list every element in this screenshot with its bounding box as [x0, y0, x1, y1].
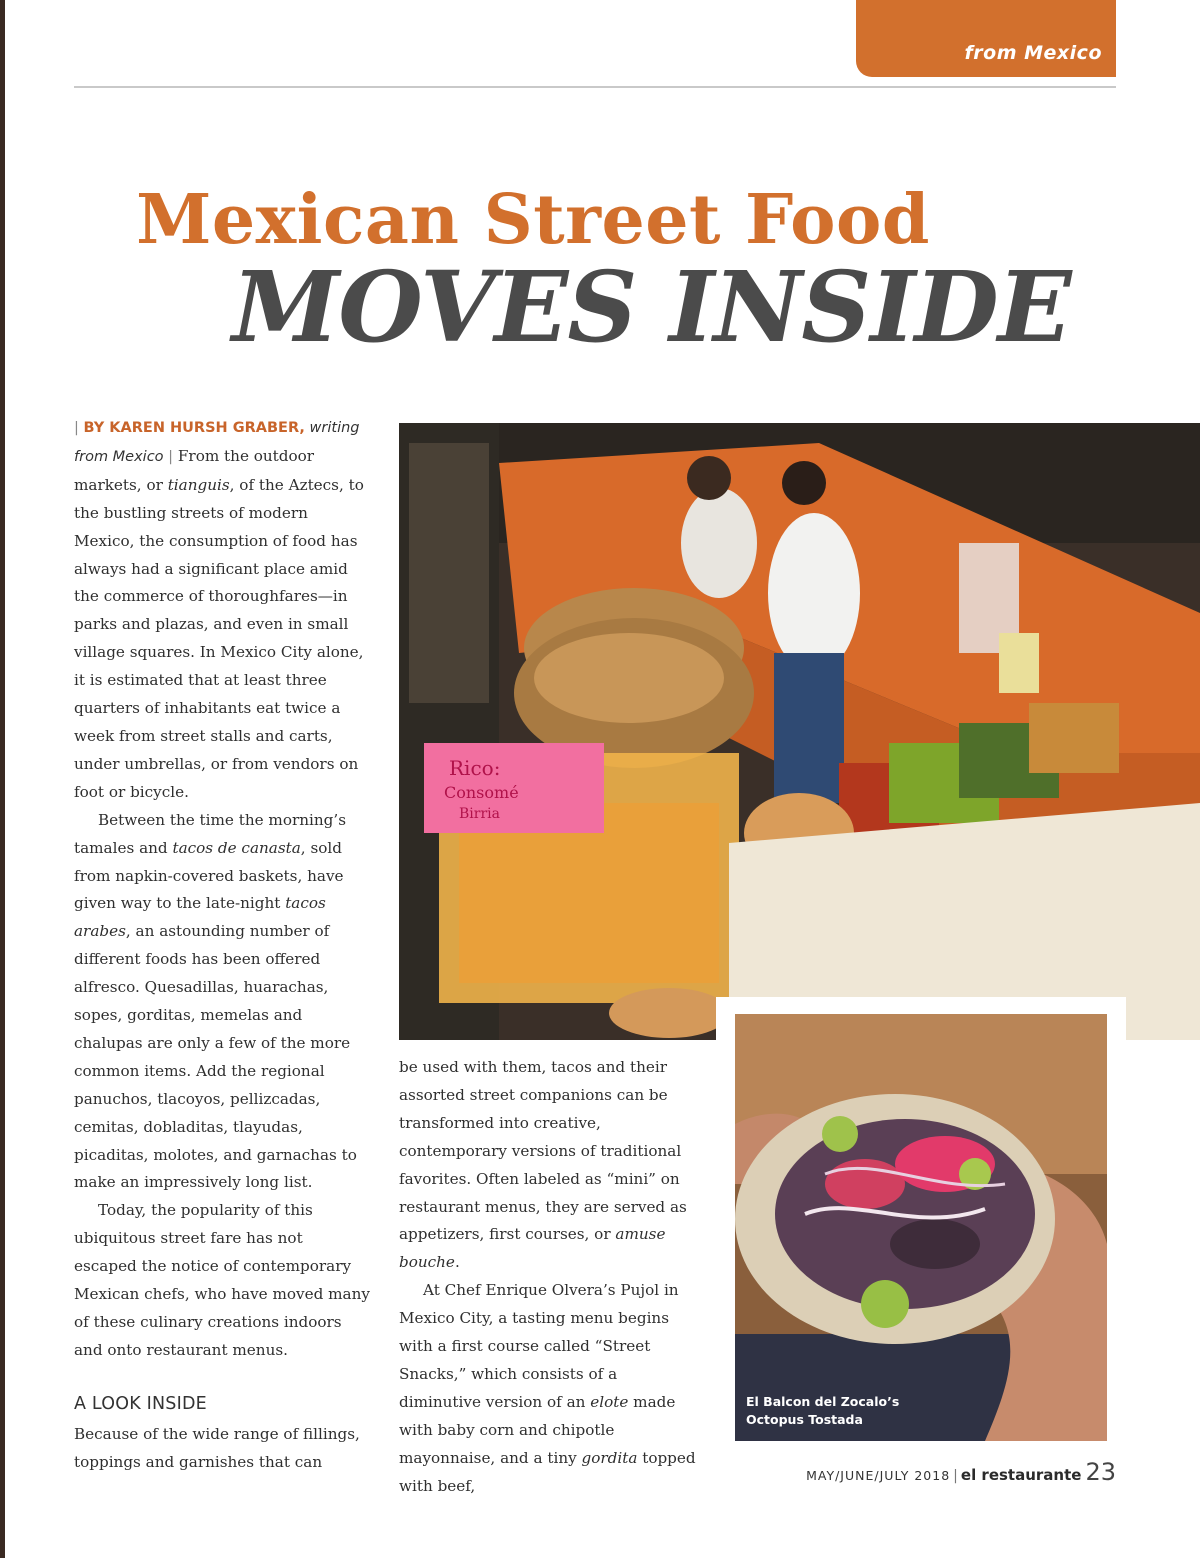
page-number: 23: [1085, 1458, 1116, 1486]
paragraph-3: Today, the popularity of this ubiquitous street fare has not escaped the notice of contemporary Mexican chefs, who have moved many of these culinary creations indoors and onto restaurant menus.: [74, 1201, 370, 1359]
paragraph-2: Between the time the morning’s tamales and tacos de canasta, sold from napkin-covered baskets, have given way to the late-night tacos arabes, an astounding number of different foods has been offered alfresco. Quesadillas, huarachas, sopes, gorditas, memelas and chalupas are only a few of the more common items. Add the regional panuchos, tlacoyos, pellizcadas, cemitas, dobladitas, tlayudas, picaditas, molotes, and garnachas to make an impressively long list.: [74, 810, 357, 1192]
section-tab-label: from Mexico: [964, 42, 1102, 64]
octopus-tostada-photo: [735, 1014, 1107, 1441]
paragraph-1: | BY KAREN HURSH GRABER, writing from Mexico | From the outdoor markets, or tianguis, of the Aztecs, to the bustling streets of modern Mexico, the consumption of food has always had a significant place amid the commerce of thoroughfares—in parks and plazas, and even in small village squares. In Mexico City alone, it is estimated that at least three quarters of inhabitants eat twice a week from street stalls and carts, under umbrellas, or from vendors on foot or bicycle.: [74, 420, 364, 801]
issue-date: MAY/JUNE/JULY 2018: [806, 1468, 951, 1483]
article-column-2: [399, 1054, 699, 1501]
byline: | BY KAREN HURSH GRABER, writing from Mexico |: [74, 420, 360, 465]
byline-author: BY KAREN HURSH GRABER: [83, 420, 300, 436]
article-column-1: [74, 414, 370, 1477]
headline-line-2: MOVES INSIDE: [232, 250, 1071, 364]
paragraph-6: At Chef Enrique Olvera’s Pujol in Mexico City, a tasting menu begins with a first course called “Street Snacks,” which consists of a diminutive version of an elote made with baby corn and chipotle mayonnaise, and a tiny gordita topped with beef,: [399, 1281, 696, 1495]
paragraph-4: Because of the wide range of fillings, toppings and garnishes that can: [74, 1424, 360, 1471]
paragraph-5: be used with them, tacos and their assorted street companions can be transformed into creative, contemporary versions of traditional favorites. Often labeled as “mini” on restaurant menus, they are served as appetizers, first courses, or amuse bouche.: [399, 1058, 687, 1272]
street-food-stall-photo: [399, 423, 1200, 1040]
footer-separator: |: [953, 1468, 958, 1484]
caption-line-1: El Balcon del Zocalo’s: [746, 1394, 900, 1409]
photo-caption: [746, 1393, 946, 1429]
sign-text-2: Consomé: [444, 783, 519, 802]
section-tab: [856, 0, 1116, 77]
headline-line-1: Mexican Street Food: [136, 180, 930, 260]
page-footer: [760, 1458, 1116, 1486]
magazine-name: el restaurante: [960, 1466, 1082, 1484]
caption-line-2: Octopus Tostada: [746, 1412, 863, 1427]
subhead-a-look-inside: A LOOK INSIDE: [74, 1393, 207, 1414]
header-rule: [74, 86, 1116, 88]
byline-dateline: writing from Mexico: [74, 420, 360, 465]
sign-text-3: Birria: [459, 806, 500, 822]
sign-text-1: Rico:: [449, 756, 501, 780]
